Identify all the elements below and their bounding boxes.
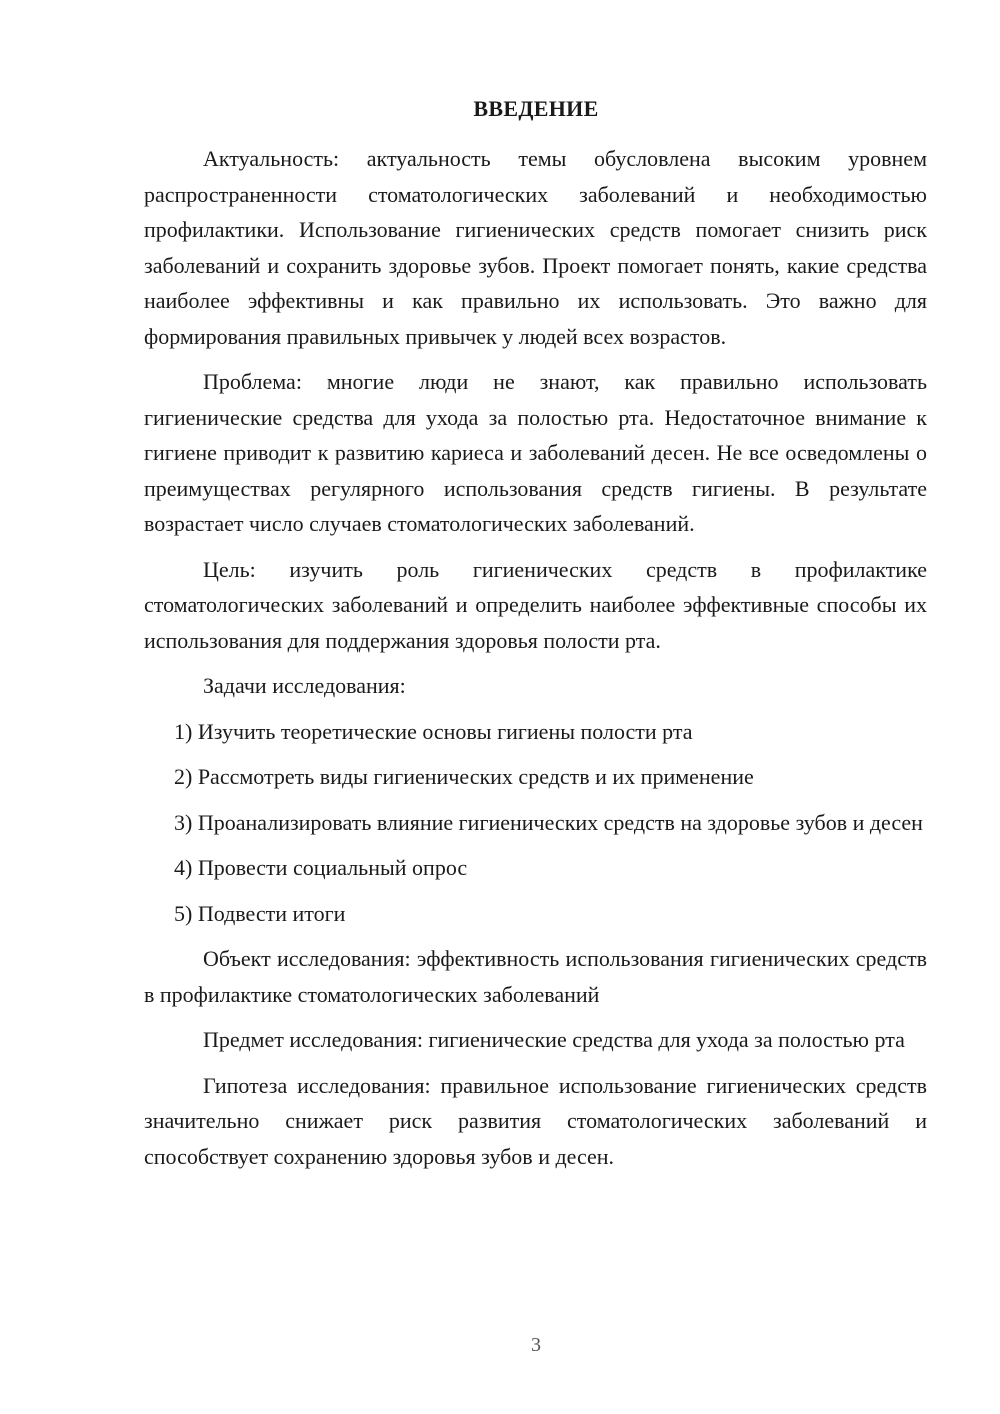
paragraph-subject: Предмет исследования: гигиенические средства для ухода за полостью рта bbox=[203, 1027, 905, 1052]
task-item-4: 4) Провести социальный опрос bbox=[174, 855, 468, 880]
paragraph-problem: Проблема: многие люди не знают, как правильно использовать гигиенические средства для ухода за полостью рта. Недостаточное внимание к гигиене приводит к развитию кариеса и заболеваний десен. Не все осведомлены о преимуществах регулярного использования средств гигиены. В результате возрастает число случаев стоматологических заболеваний. bbox=[144, 369, 927, 536]
paragraph-object: Объект исследования: эффективность использования гигиенических средств в профилактике стоматологических заболеваний bbox=[144, 946, 927, 1007]
paragraph-goal: Цель: изучить роль гигиенических средств в профилактике стоматологических заболеваний и определить наиболее эффективные способы их использования для поддержания здоровья полости рта. bbox=[144, 556, 927, 653]
task-item-3: 3) Проанализировать влияние гигиенических средств на здоровье зубов и десен bbox=[174, 809, 923, 835]
task-item-5: 5) Подвести итоги bbox=[174, 900, 346, 926]
page-number: 3 bbox=[531, 1334, 541, 1356]
body-text bbox=[144, 141, 927, 1174]
paragraph-tasks-heading: Задачи исследования: bbox=[203, 673, 406, 698]
page-title: ВВЕДЕНИЕ bbox=[473, 96, 599, 121]
task-item-1: 1) Изучить теоретические основы гигиены полости рта bbox=[174, 718, 693, 744]
paragraph-hypothesis: Гипотеза исследования: правильное использование гигиенических средств значительно снижает риск развития стоматологических заболеваний и способствует сохранению здоровья зубов и десен. bbox=[144, 1072, 927, 1169]
paragraph-relevance: Актуальность: актуальность темы обусловлена высоким уровнем распространенности стоматологических заболеваний и необходимостью профилактики. Использование гигиенических средств помогает снизить риск заболеваний и сохранить здоровье зубов. Проект помогает понять, какие средства наиболее эффективны и как правильно их использовать. Это важно для формирования правильных привычек у людей всех возрастов. bbox=[144, 146, 927, 349]
task-item-2: 2) Рассмотреть виды гигиенических средств и их применение bbox=[174, 764, 754, 789]
